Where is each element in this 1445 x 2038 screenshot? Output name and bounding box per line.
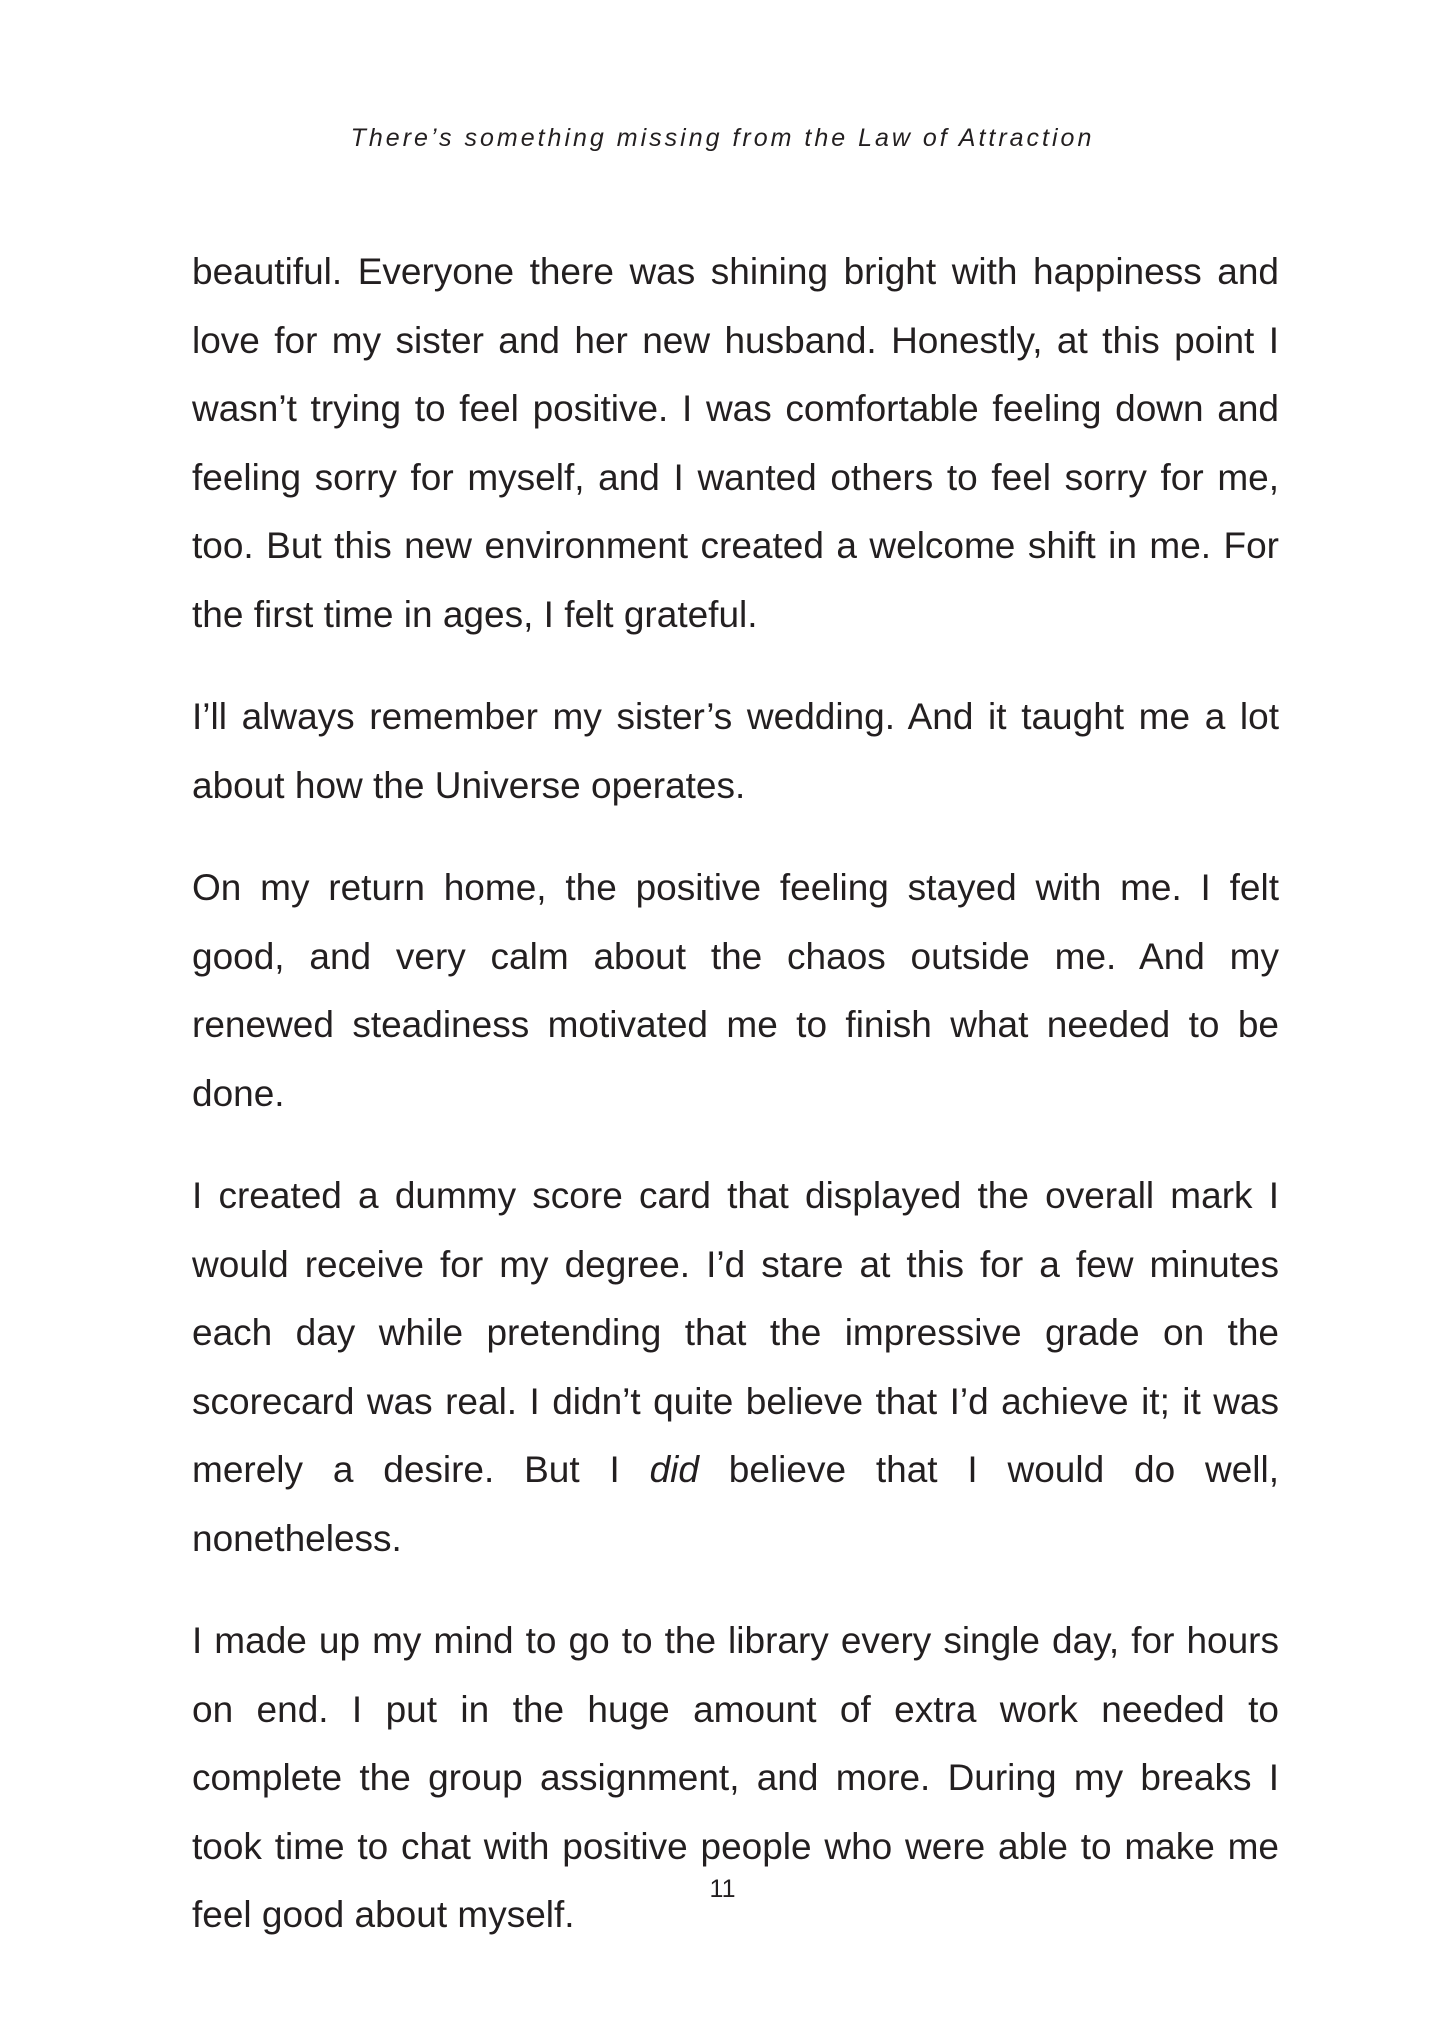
paragraph-4-before-emphasis: I created a dummy score card that displayed the overall mark I would receive for my degree. I’d stare at this for a few minutes each day while pretending that the impressive grade on the scorecard was real. I didn’t quite believe that I’d achieve it; it was merely a desire. But I <box>192 1175 1279 1490</box>
paragraph-4-emphasis: did <box>649 1449 699 1490</box>
paragraph-5: I made up my mind to go to the library every single day, for hours on end. I put in the huge amount of extra work needed to complete the group assignment, and more. During my breaks I took time to chat with positive people who were able to make me feel good about myself. <box>192 1620 1279 1935</box>
running-header: There’s something missing from the Law of Attraction <box>350 124 1095 152</box>
paragraph-4 <box>192 1162 1279 1573</box>
body-text <box>192 238 1279 1950</box>
paragraph-3: On my return home, the positive feeling stayed with me. I felt good, and very calm about the chaos outside me. And my renewed steadiness motivated me to finish what needed to be done. <box>192 867 1279 1114</box>
paragraph-2: I’ll always remember my sister’s wedding. And it taught me a lot about how the Universe operates. <box>192 696 1279 806</box>
page-number: 11 <box>709 1875 736 1903</box>
paragraph-4-after-emphasis: believe that I would do well, nonetheless. <box>192 1449 1279 1559</box>
paragraph-1: beautiful. Everyone there was shining bright with happiness and love for my sister and her new husband. Honestly, at this point I wasn’t trying to feel positive. I was comfortable feeling down and feeling sorry for myself, and I wanted others to feel sorry for me, too. But this new environment created a welcome shift in me. For the first time in ages, I felt grateful. <box>192 251 1279 635</box>
